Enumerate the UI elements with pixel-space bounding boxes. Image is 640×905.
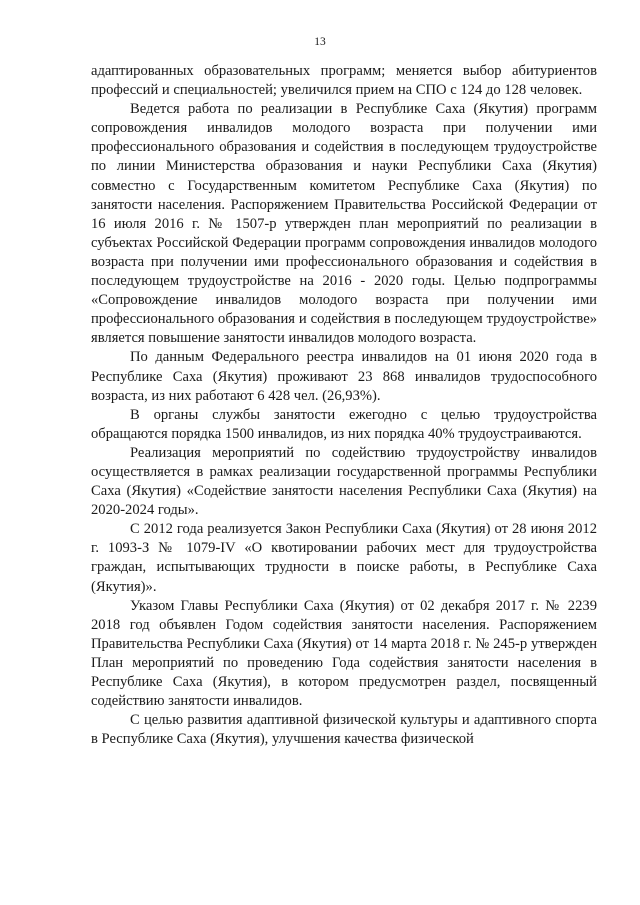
- paragraph-year-of-employment: Указом Главы Республики Саха (Якутия) от 02 декабря 2017 г. № 2239 2018 год объявлен Годом содействия занятости населения. Распоряжением Правительства Республики Саха (Якутия) от 14 марта 2018 г. № 245-р утвержден План мероприятий по проведению Года содействия занятости населения в Республике Саха (Якутия), в котором предусмотрен раздел, посвященный содействию занятости инвалидов.: [91, 597, 597, 710]
- paragraph-support-programs: Ведется работа по реализации в Республике Саха (Якутия) программ сопровождения инвалидов молодого возраста при получении ими профессионального образования и содействия в последующем трудоустройстве по линии Министерства образования и науки Республики Саха (Якутия) совместно с Государственным комитетом Республике Саха (Якутия) по занятости населения. Распоряжением Правительства Российской Федерации от 16 июля 2016 г. № 1507-р утвержден план мероприятий по реализации в субъектах Российской Федерации программ сопровождения инвалидов молодого возраста при получении ими профессионального образования и содействия в последующем трудоустройстве на 2016 - 2020 годы. Целью подпрограммы «Сопровождение инвалидов молодого возраста при получении ими профессионального образования и содействия в последующем трудоустройстве» является повышение занятости инвалидов молодого возраста.: [91, 101, 597, 347]
- paragraph-employment-service: В органы службы занятости ежегодно с целью трудоустройства обращаются порядка 1500 инвалидов, из них порядка 40% трудоустраиваются.: [91, 406, 597, 442]
- page-number: 13: [314, 36, 326, 48]
- paragraph-adaptive-sport: С целью развития адаптивной физической культуры и адаптивного спорта в Республике Саха (Якутия), улучшения качества физической: [91, 712, 597, 748]
- paragraph-state-program: Реализация мероприятий по содействию трудоустройству инвалидов осуществляется в рамках реализации государственной программы Республики Саха (Якутия) «Содействие занятости населения Республики Саха (Якутия) на 2020-2024 годы».: [91, 444, 597, 519]
- paragraph-quota-law: С 2012 года реализуется Закон Республики Саха (Якутия) от 28 июня 2012 г. 1093-З № 1079-IV «О квотировании рабочих мест для трудоустройства граждан, испытывающих трудности в поиске работы, в Республике Саха (Якутия)».: [91, 521, 597, 595]
- paragraph-continuation: адаптированных образовательных программ; меняется выбор абитуриентов профессий и специальностей; увеличился прием на СПО с 124 до 128 человек.: [91, 63, 597, 99]
- document-body: [91, 62, 597, 749]
- paragraph-registry-statistics: По данным Федерального реестра инвалидов на 01 июня 2020 года в Республике Саха (Якутия) проживают 23 868 инвалидов трудоспособного возраста, из них работают 6 428 чел. (26,93%).: [91, 349, 597, 404]
